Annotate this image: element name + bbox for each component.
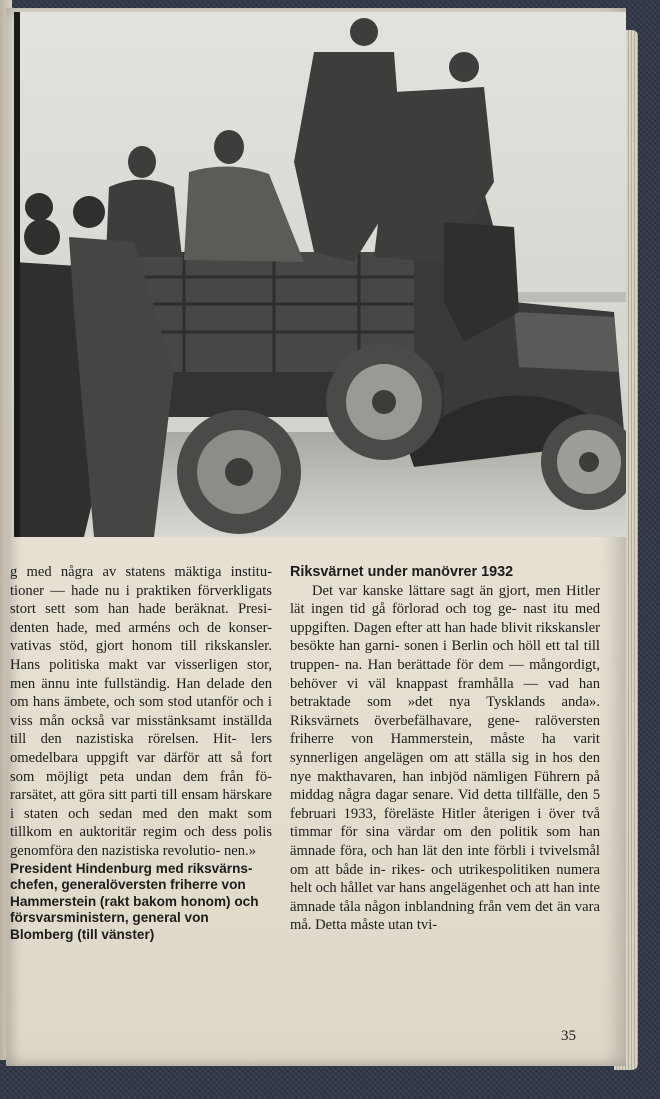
right-body-paragraph: Det var kanske lättare sagt än gjort, men Hitler lät ingen tid gå förlorad och tog ge- nast itu med uppgiften. Dagen efter att han hade blivit rikskansler besökte han garni- sonen i Berlin och höll ett tal till truppen- na. Han berättade för dem — mångordigt, behöver vi väl knappast framhålla — vad han betraktade som »det nya Tysklands anda». Riksvärnets överbefälhavare, gene- ralöversten friherre von Hammerstein, måste ha varit synnerligen angelägen om att ställa sig in hos den nye makthavaren, han inbjöd nämligen Führern på middag några dagar senare. Vid detta tillfälle, den 5 februari 1933, föreläste Hitler återigen i över två timmar för sina värdar om den politik som han ämnade föra, och han lät den inte förbli i tvivelsmål om att både in- rikes- och utrikespolitiken numera helt och hållet var hans angelägenhet och att han inte ämnade tåla någon inblandning från vem det än vara må. Detta måste utan tvi- [290, 582, 600, 934]
left-text-column [10, 563, 272, 943]
left-body-paragraph: g med några av statens mäktiga institu- tioner — hade nu i praktiken förverkligats stort sett som han hade beräknat. Presi- denten hade, med arméns och de konser- vativas stöd, gjort honom till rikskansler. Hans politiska makt var visserligen stor, men ännu inte fullständig. Han delade den om hans ämbete, och som stod utanför och i viss mån också var misstänksamt inställda till den nazistiska rörelsen. Hit- lers omedelbara uppgift var därför att så fort som möjligt peta undan dem från fö- rarsätet, att göra sitt parti till ensam härskare i staten och sedan med den makt som tillkom en auktoritär regim och dess polis genomföra den nazistiska revolutio- nen.» [10, 564, 272, 859]
book-page [6, 8, 626, 1066]
photo-caption: President Hindenburg med riksvärns- chefen, generalöversten friherre von Hammerstein (rakt bakom honom) och försvarsministern, general von Blomberg (till vänster) [10, 860, 259, 942]
page-number: 35 [561, 1028, 576, 1044]
photo-caption-heading: Riksvärnet under manövrer 1932 [290, 564, 514, 580]
photograph-soldiers-on-truck [14, 12, 626, 537]
photo-illustration [14, 12, 626, 537]
right-text-column [290, 563, 600, 935]
